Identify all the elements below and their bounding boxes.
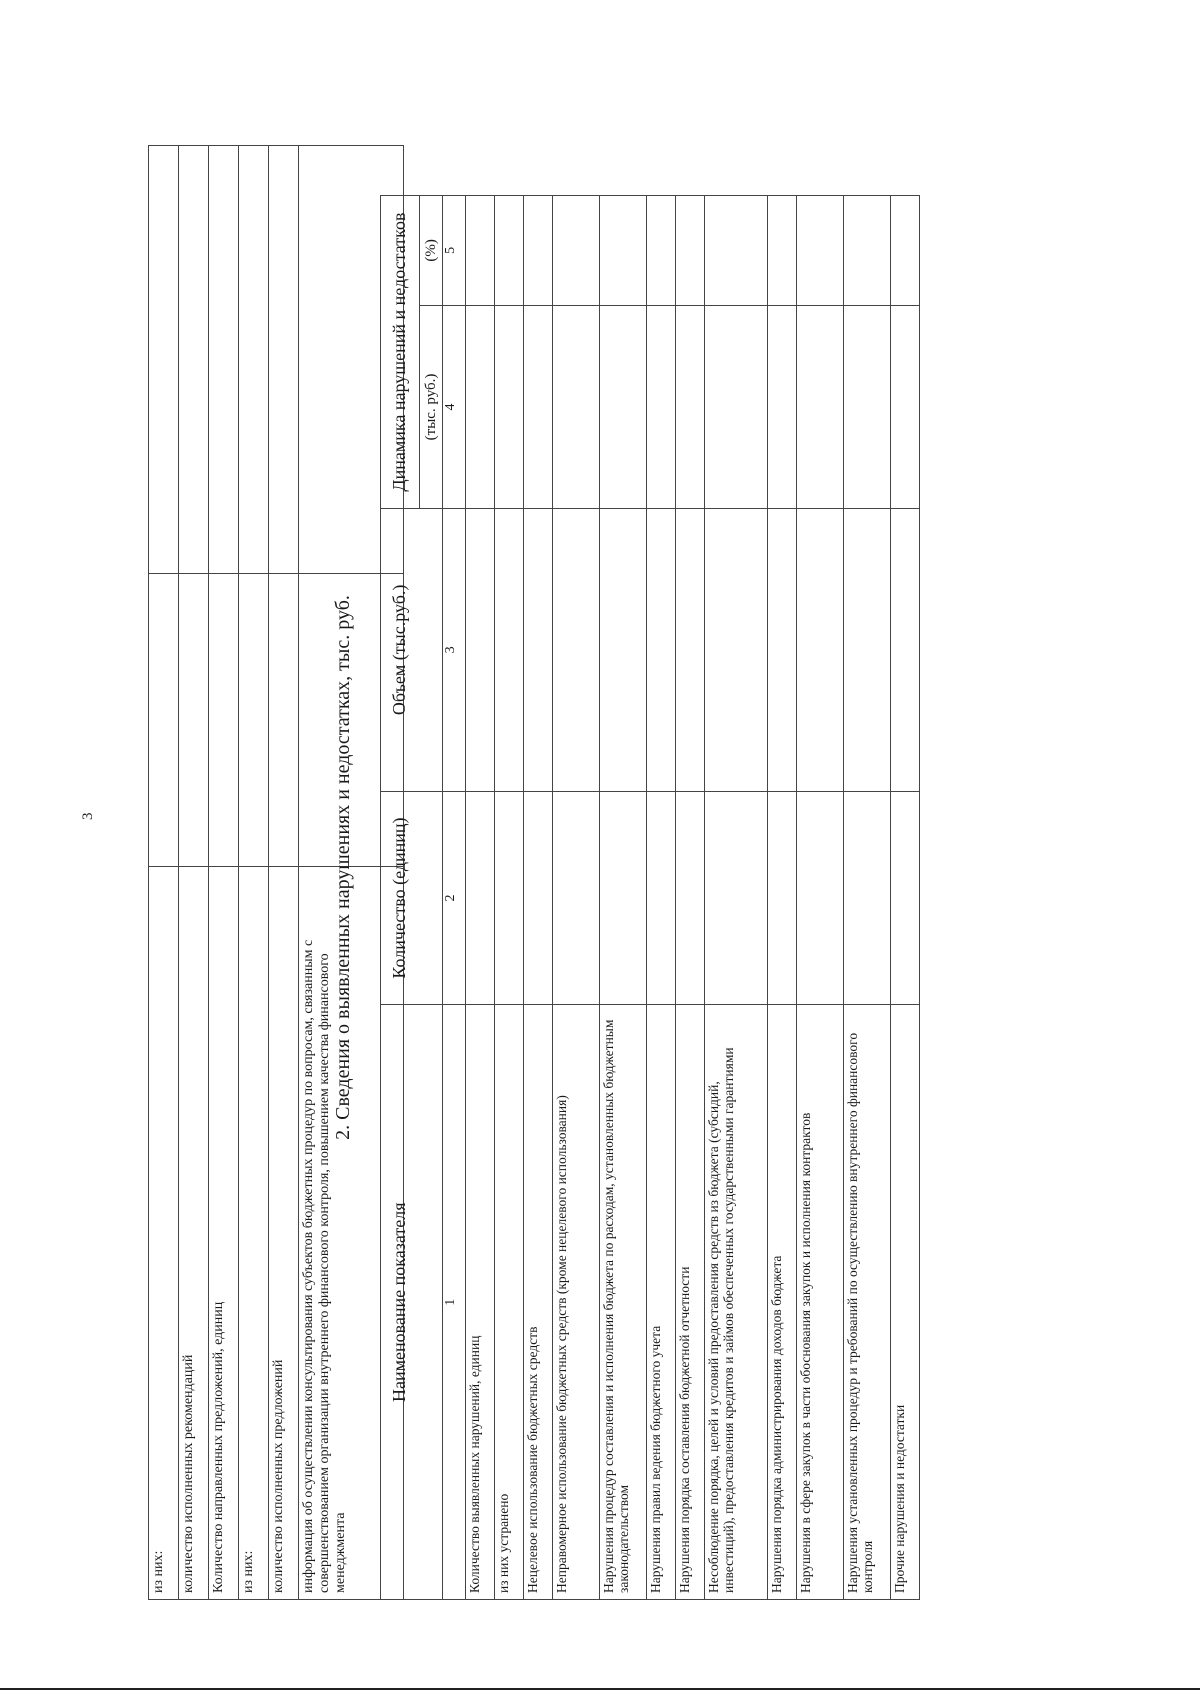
table-cell	[552, 305, 599, 508]
table-cell	[646, 305, 675, 508]
table-cell	[843, 509, 890, 791]
table-cell	[796, 509, 843, 791]
table-cell	[149, 574, 179, 867]
table-row	[209, 146, 239, 1600]
table-cell	[890, 305, 919, 508]
table-cell	[149, 146, 179, 574]
table-row	[675, 196, 704, 1600]
table-cell	[523, 305, 552, 508]
header-dyn-rub: (тыс. руб.)	[419, 305, 442, 508]
table-cell: Количество направленных предложений, единиц	[209, 867, 239, 1600]
page-number: 3	[80, 812, 96, 820]
table-cell	[599, 791, 646, 1005]
table-cell	[646, 791, 675, 1005]
row-label: Неправомерное использование бюджетных средств (кроме нецелевого использования)	[552, 1005, 599, 1600]
table-cell	[552, 791, 599, 1005]
table-cell: количество исполненных рекомендаций	[179, 867, 209, 1600]
table-cell	[465, 196, 494, 306]
table-cell	[890, 791, 919, 1005]
table-cell	[843, 791, 890, 1005]
table-cell	[796, 196, 843, 306]
table-cell	[523, 791, 552, 1005]
table-cell	[890, 196, 919, 306]
row-label: Нарушения процедур составления и исполнения бюджета по расходам, установленных бюджетным законодательством	[599, 1005, 646, 1600]
row-label: Нарушения установленных процедур и требований по осуществлению внутреннего финансового контроля	[843, 1005, 890, 1600]
table-row	[523, 196, 552, 1600]
table-cell	[239, 574, 269, 867]
header-row	[381, 196, 420, 1600]
header-name: Наименование показателя	[381, 1005, 443, 1600]
table-cell	[675, 305, 704, 508]
table-cell: количество исполненных предложений	[269, 867, 299, 1600]
table-cell	[465, 791, 494, 1005]
table-cell	[890, 509, 919, 791]
table-row	[269, 146, 299, 1600]
table-cell	[552, 509, 599, 791]
table-cell	[179, 146, 209, 574]
table-cell	[704, 509, 767, 791]
table-cell	[675, 509, 704, 791]
header-dynamics: Динамика нарушений и недостатков	[381, 196, 420, 509]
table-cell	[179, 574, 209, 867]
table-cell	[767, 509, 796, 791]
table-cell	[796, 305, 843, 508]
table-row	[239, 146, 269, 1600]
table-row	[465, 196, 494, 1600]
table-cell	[843, 305, 890, 508]
row-label: Количество выявленных нарушений, единиц	[465, 1005, 494, 1600]
numbering-row	[442, 196, 465, 1600]
table-row	[599, 196, 646, 1600]
table-cell	[465, 305, 494, 508]
column-number: 1	[442, 1005, 465, 1600]
table-cell: информация об осуществлении консультирования субъектов бюджетных процедур по вопросам, связанным с совершенствованием организации внутреннего финансового контроля, повышением качества финансового менеджмента	[299, 867, 404, 1600]
row-label: Нецелевое использование бюджетных средств	[523, 1005, 552, 1600]
table-cell	[494, 196, 523, 306]
table-row	[890, 196, 919, 1600]
header-dyn-pct: (%)	[419, 196, 442, 306]
table-cell	[599, 305, 646, 508]
column-number: 4	[442, 305, 465, 508]
table-cell: из них:	[239, 867, 269, 1600]
table-cell: из них:	[149, 867, 179, 1600]
table-cell	[523, 196, 552, 306]
section-title: 2. Сведения о выявленных нарушениях и недостатках, тыс. руб.	[332, 595, 354, 1140]
table-row	[552, 196, 599, 1600]
table-cell	[843, 196, 890, 306]
column-number: 3	[442, 509, 465, 791]
table-cell	[523, 509, 552, 791]
header-count: Количество (единиц)	[381, 791, 443, 1005]
table-row	[646, 196, 675, 1600]
table-cell	[494, 791, 523, 1005]
table-cell	[796, 791, 843, 1005]
table-cell	[767, 196, 796, 306]
table-cell	[209, 574, 239, 867]
table-cell	[494, 509, 523, 791]
table-cell	[704, 196, 767, 306]
column-number: 5	[442, 196, 465, 306]
top-table	[148, 145, 404, 1600]
table-cell	[269, 574, 299, 867]
table-cell	[209, 146, 239, 574]
table-row	[704, 196, 767, 1600]
table-row	[843, 196, 890, 1600]
table-cell	[239, 146, 269, 574]
table-cell	[675, 196, 704, 306]
row-label: Несоблюдение порядка, целей и условий предоставления средств из бюджета (субсидий, инвестиций), предоставления кредитов и займов обеспеченных государственными гарантиями	[704, 1005, 767, 1600]
row-label: Нарушения порядка составления бюджетной отчетности	[675, 1005, 704, 1600]
rotated-page	[0, 95, 1200, 1640]
table-cell	[704, 791, 767, 1005]
table-cell	[599, 509, 646, 791]
table-cell	[675, 791, 704, 1005]
row-label: Нарушения в сфере закупок в части обоснования закупок и исполнения контрактов	[796, 1005, 843, 1600]
table-cell	[465, 509, 494, 791]
table-row	[179, 146, 209, 1600]
scan-edge-line	[0, 1688, 1200, 1690]
table-cell	[599, 196, 646, 306]
table-cell	[269, 146, 299, 574]
table-cell	[552, 196, 599, 306]
table-cell	[646, 509, 675, 791]
table-cell	[767, 791, 796, 1005]
table-cell	[646, 196, 675, 306]
column-number: 2	[442, 791, 465, 1005]
header-volume: Объем (тыс.руб.)	[381, 509, 443, 791]
row-label: Нарушения правил ведения бюджетного учета	[646, 1005, 675, 1600]
table-row	[149, 146, 179, 1600]
violations-table	[380, 195, 920, 1600]
table-cell	[767, 305, 796, 508]
table-cell	[704, 305, 767, 508]
row-label: Нарушения порядка администрирования доходов бюджета	[767, 1005, 796, 1600]
row-label: Прочие нарушения и недостатки	[890, 1005, 919, 1600]
table-row	[767, 196, 796, 1600]
row-label: из них устранено	[494, 1005, 523, 1600]
table-cell	[494, 305, 523, 508]
table-row	[494, 196, 523, 1600]
table-row	[796, 196, 843, 1600]
